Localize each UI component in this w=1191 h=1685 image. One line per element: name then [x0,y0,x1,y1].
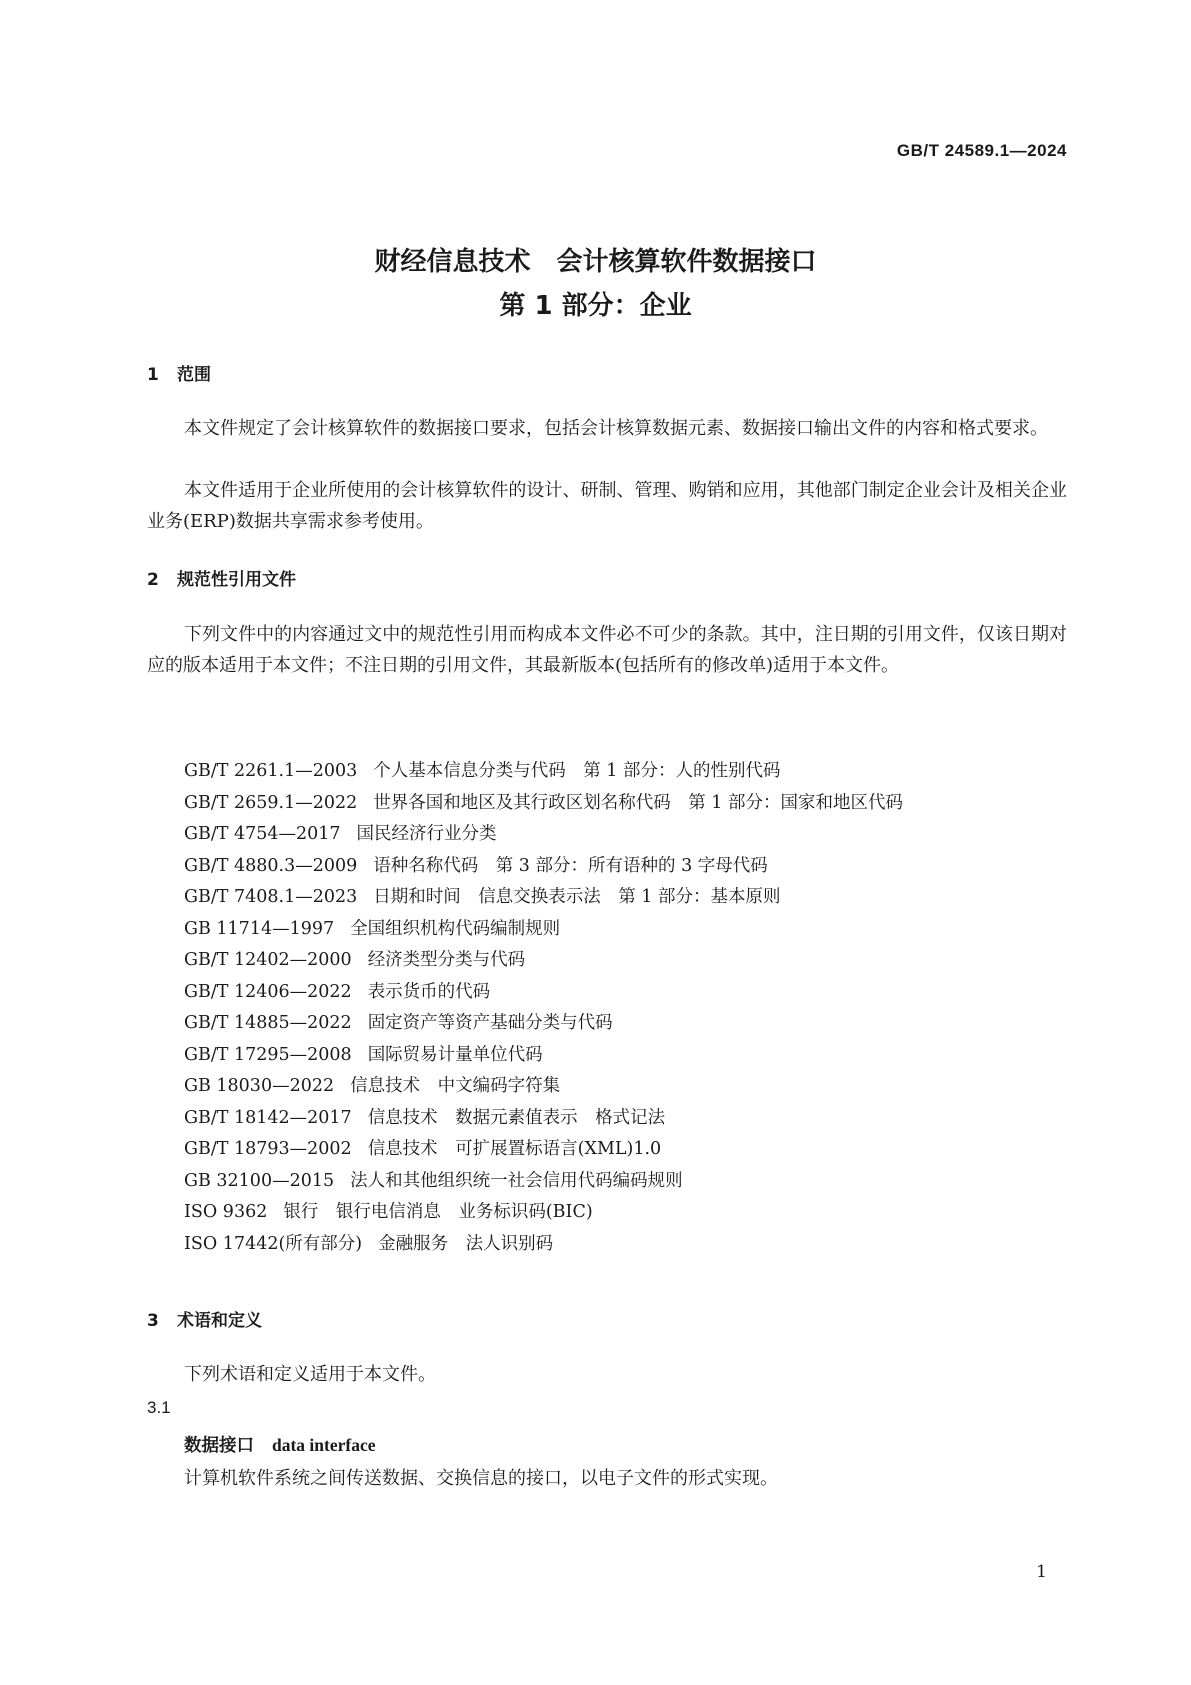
reference-title: 日期和时间 信息交换表示法 第 1 部分：基本原则 [373,887,781,907]
reference-code: GB/T 2261.1—2003 [184,761,358,781]
reference-title: 银行 银行电信消息 业务标识码(BIC) [283,1202,593,1222]
reference-code: ISO 17442(所有部分) [184,1233,363,1254]
references-intro-paragraph: 下列文件中的内容通过文中的规范性引用而构成本文件必不可少的条款。其中，注日期的引用文件，仅该日期对应的版本适用于本文件；不注日期的引用文件，其最新版本(包括所有的修改单)适用于本文件。 [147,624,1067,676]
reference-title: 金融服务 法人识别码 [378,1233,554,1254]
term-heading [184,1432,376,1457]
scope-paragraph-1: 本文件规定了会计核算软件的数据接口要求，包括会计核算数据元素、数据接口输出文件的内容和格式要求。 [184,418,1048,439]
standard-code-header: GB/T 24589.1—2024 [896,141,1067,160]
section-number: 1 [147,365,159,385]
reference-code: GB/T 4880.3—2009 [184,855,358,876]
reference-item [184,756,903,788]
reference-title: 国民经济行业分类 [356,824,497,844]
term-name-en: data interface [272,1435,376,1455]
terms-intro-paragraph: 下列术语和定义适用于本文件。 [184,1364,436,1385]
reference-title: 语种名称代码 第 3 部分：所有语种的 3 字母代码 [373,855,768,876]
reference-code: ISO 9362 [184,1202,268,1222]
reference-item [184,1071,903,1103]
reference-code: GB 32100—2015 [184,1170,335,1191]
reference-code: GB/T 18793—2002 [184,1139,352,1159]
section-number: 3 [147,1311,159,1331]
reference-item [184,1040,903,1072]
reference-item [184,851,903,883]
reference-item [184,1008,903,1040]
reference-code: GB/T 7408.1—2023 [184,887,358,907]
reference-item [184,1134,903,1166]
section-title: 规范性引用文件 [177,570,296,590]
section-title: 术语和定义 [177,1311,262,1331]
reference-item [184,1197,903,1229]
reference-code: GB/T 4754—2017 [184,824,341,844]
normative-reference-list [184,756,903,1260]
term-name-zh: 数据接口 [184,1436,254,1456]
reference-item [184,1229,903,1261]
section-title: 范围 [177,365,211,385]
reference-title: 世界各国和地区及其行政区划名称代码 第 1 部分：国家和地区代码 [373,792,904,813]
reference-item [184,1103,903,1135]
section-heading-scope [147,360,211,385]
term-definition: 计算机软件系统之间传送数据、交换信息的接口，以电子文件的形式实现。 [184,1468,778,1489]
reference-item [184,882,903,914]
reference-title: 信息技术 数据元素值表示 格式记法 [367,1107,666,1128]
page-number: 1 [1036,1562,1047,1582]
reference-item [184,977,903,1009]
reference-code: GB/T 12402—2000 [184,950,352,970]
reference-item [184,914,903,946]
reference-title: 固定资产等资产基础分类与代码 [367,1013,613,1033]
reference-code: GB/T 18142—2017 [184,1107,352,1128]
section-heading-normative-references [147,565,296,590]
reference-code: GB/T 17295—2008 [184,1044,352,1065]
reference-title: 个人基本信息分类与代码 第 1 部分：人的性别代码 [373,761,781,781]
reference-title: 国际贸易计量单位代码 [367,1044,543,1065]
section-heading-terms-definitions [147,1306,262,1331]
reference-code: GB 18030—2022 [184,1076,335,1096]
reference-code: GB 11714—1997 [184,918,335,939]
term-number: 3.1 [147,1398,171,1417]
section-number: 2 [147,570,159,590]
reference-item [184,945,903,977]
reference-title: 法人和其他组织统一社会信用代码编码规则 [350,1170,683,1191]
scope-paragraph-2: 本文件适用于企业所使用的会计核算软件的设计、研制、管理、购销和应用，其他部门制定企业会计及相关企业业务(ERP)数据共享需求参考使用。 [147,480,1067,532]
reference-title: 经济类型分类与代码 [367,950,526,970]
reference-item [184,788,903,820]
reference-code: GB/T 14885—2022 [184,1013,352,1033]
reference-title: 信息技术 可扩展置标语言(XML)1.0 [367,1139,662,1159]
reference-code: GB/T 2659.1—2022 [184,792,358,813]
document-title-line2: 第 1 部分：企业 [499,291,692,321]
reference-code: GB/T 12406—2022 [184,981,352,1002]
reference-item [184,1166,903,1198]
reference-title: 全国组织机构代码编制规则 [350,918,561,939]
reference-title: 表示货币的代码 [367,981,491,1002]
reference-title: 信息技术 中文编码字符集 [350,1076,561,1096]
reference-item [184,819,903,851]
document-title-line1: 财经信息技术 会计核算软件数据接口 [374,247,817,277]
